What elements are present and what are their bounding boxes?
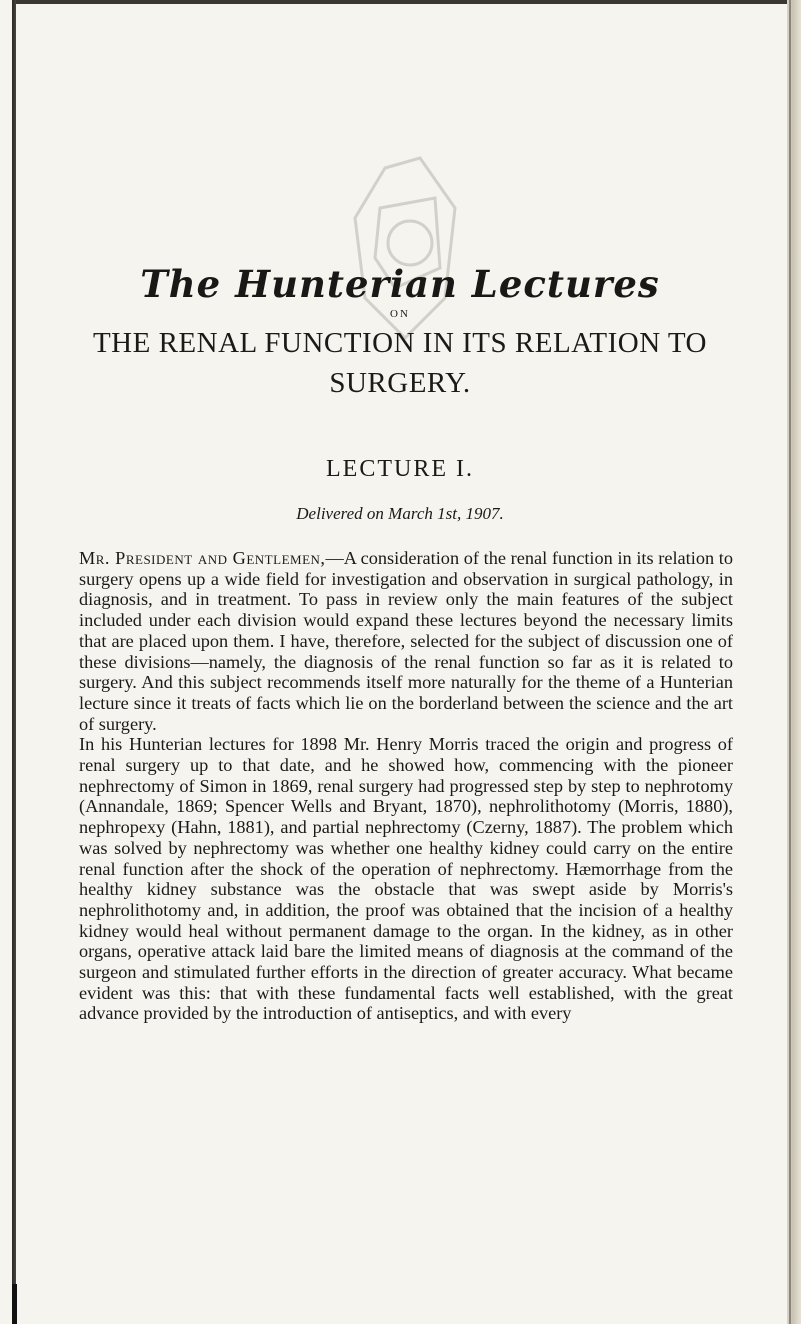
paragraph-2: In his Hunterian lectures for 1898 Mr. Henry Morris traced the origin and progress of renal surgery up to that date, and he showed how, commencing with the pioneer nephrectomy of Simon in 1869, renal surgery had progressed step by step to nephrotomy (Annandale, 1869; Spencer Wells and Bryant, 1870), nephrolithotomy (Morris, 1880), nephropexy (Hahn, 1881), and partial nephrectomy (Czerny, 1887). The problem which was solved by nephrectomy was whether one healthy kidney could carry on the entire renal function after the shock of the operation of nephrectomy. Hæmorrhage from the healthy kidney substance was the obstacle that was swept aside by Morris's nephrolithotomy and, in addition, the proof was obtained that the incision of a healthy kidney would heal without permanent damage to the organ. In the kidney, as in other organs, operative attack laid bare the limited means of diagnosis at the command of the surgeon and stimulated further efforts in the direction of greater accuracy. What became evident was this: that with these fundamental facts well established, with the great advance provided by the introduction of antiseptics, and with every (79, 734, 733, 1024)
page-right-edge-line (789, 0, 791, 1324)
lecture-heading: LECTURE I. (326, 456, 474, 482)
series-title: The Hunterian Lectures (140, 262, 660, 306)
paragraph-1-text: —A consideration of the renal function in its relation to surgery opens up a wide field for investigation and observation in surgical pathology, in diagnosis, and in treatment. To pass in review only the main features of the subject included under each division would expand these lectures beyond the necessary limits that are placed upon them. I have, therefore, selected for the subject of discussion one of these divisions—namely, the diagnosis of the renal function so far as it is related to surgery. And this subject recommends itself more naturally for the theme of a Hunterian lecture since it treats of facts which lie on the borderland between the science and the art of surgery. (79, 548, 733, 734)
paragraph-1 (79, 548, 733, 734)
on-label: ON (390, 308, 410, 320)
page-corner-shadow (12, 1284, 17, 1324)
main-title-line2: SURGERY. (329, 367, 471, 399)
page-top-edge (12, 0, 787, 4)
main-title-line1: THE RENAL FUNCTION IN ITS RELATION TO (92, 327, 708, 359)
salutation: Mr. President and Gentlemen, (79, 548, 326, 568)
delivered-date: Delivered on March 1st, 1907. (296, 504, 504, 523)
title-block (60, 262, 740, 402)
page-binding-edge (12, 0, 16, 1324)
body-text (79, 548, 733, 1024)
